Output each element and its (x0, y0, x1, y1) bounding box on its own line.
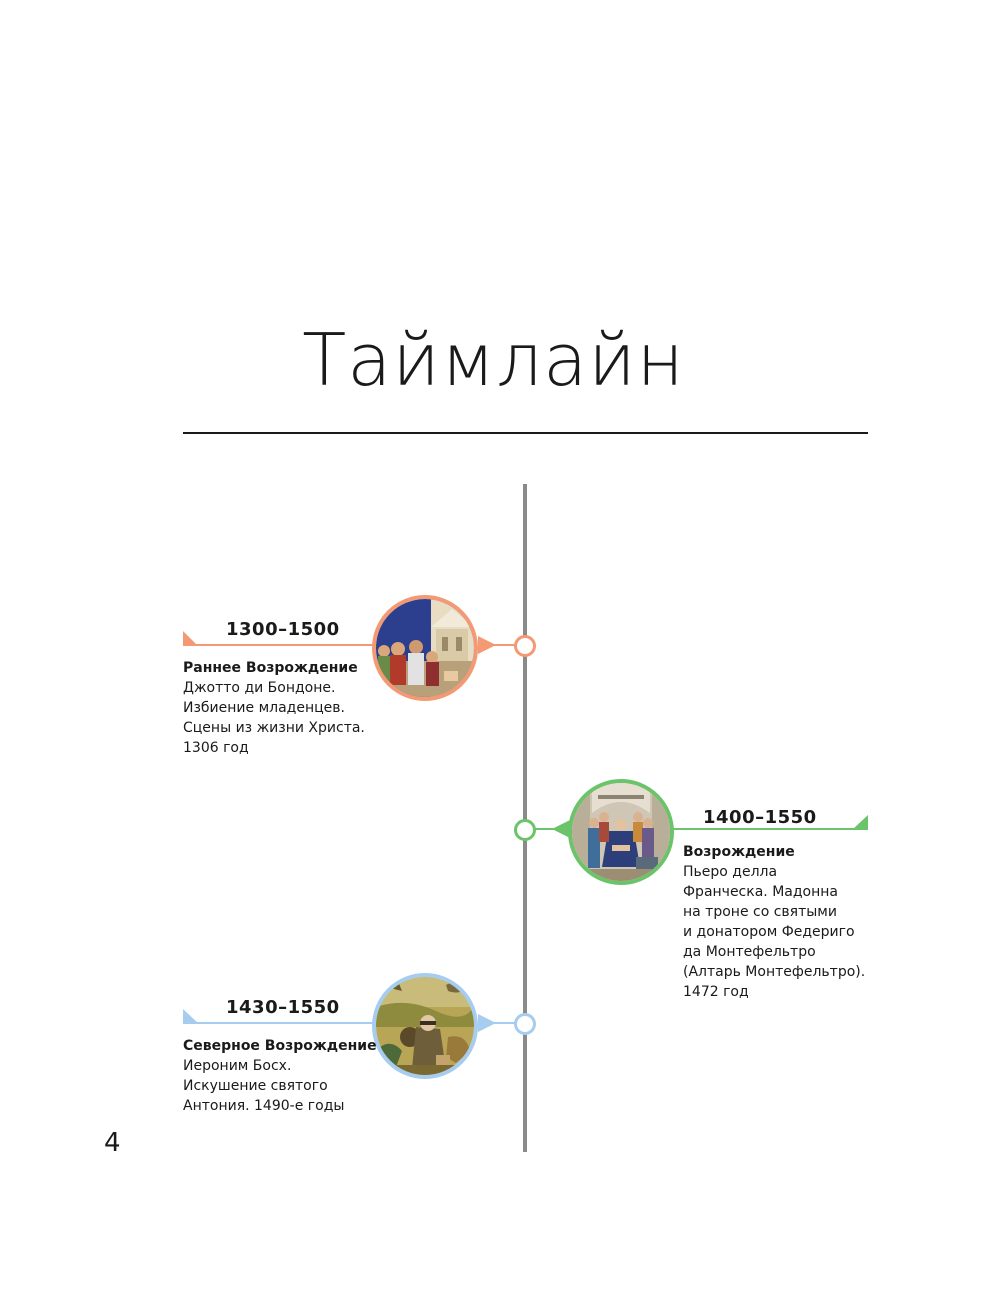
giotto-painting-thumbnail (372, 595, 478, 701)
page-number: 4 (104, 1128, 121, 1158)
painting-icon (376, 599, 474, 697)
painting-icon (376, 977, 474, 1075)
timeline-node (514, 1013, 536, 1035)
event-description (183, 658, 383, 758)
timeline-spine (523, 484, 527, 1152)
event-pointer-triangle (478, 636, 496, 654)
event-flag-marker (183, 1009, 198, 1023)
event-description (683, 842, 883, 1002)
event-body: Джотто ди Бондоне. Избиение младенцев. Сцены из жизни Христа. 1306 год (183, 680, 365, 756)
event-body: Пьеро делла Франческа. Мадонна на троне со святыми и донатором Федериго да Монтефельтро (Алтарь Монтефельтро). 1472 год (683, 864, 866, 1000)
event-date-range: 1430–1550 (226, 997, 340, 1018)
event-description (183, 1036, 383, 1116)
event-body: Иероним Босх. Искушение святого Антония. 1490-е годы (183, 1058, 345, 1114)
bosch-painting-thumbnail (372, 973, 478, 1079)
timeline-node (514, 635, 536, 657)
event-connector-line (183, 1022, 378, 1024)
event-pointer-triangle (478, 1014, 496, 1032)
page-title: Таймлайн (302, 318, 685, 402)
event-flag-marker (183, 631, 197, 645)
event-date-range: 1400–1550 (703, 807, 817, 828)
painting-icon (572, 783, 670, 881)
event-heading: Возрождение (683, 844, 795, 860)
event-connector-line (183, 644, 378, 646)
piero-painting-thumbnail (568, 779, 674, 885)
event-heading: Северное Возрождение (183, 1038, 377, 1054)
event-heading: Раннее Возрождение (183, 660, 358, 676)
title-underline (183, 432, 868, 434)
event-connector-line (672, 828, 868, 830)
event-date-range: 1300–1500 (226, 619, 340, 640)
timeline-node (514, 819, 536, 841)
event-flag-marker (853, 815, 868, 829)
